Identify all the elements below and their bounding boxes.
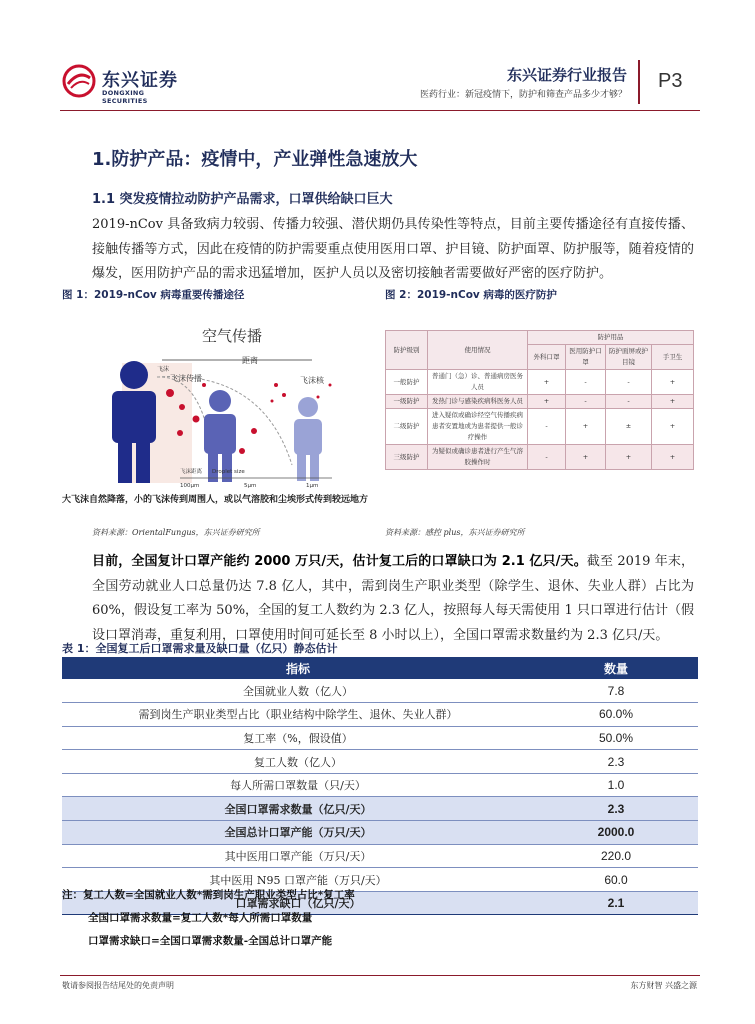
value-cell: 1.0 [534, 773, 698, 797]
level-cell: 二级防护 [386, 409, 428, 445]
metric-cell: 全国总计口罩产能（万只/天） [62, 821, 534, 845]
usage-cell: 进入疑似或确诊经空气传播疾病患者安置地或为患者提供一般诊疗操作 [428, 409, 528, 445]
report-title: 东兴证券行业报告 [506, 66, 627, 84]
capacity-paragraph [92, 550, 694, 648]
footer-slogan: 东方财智 兴盛之源 [630, 981, 697, 990]
table-row-highlight [62, 797, 698, 821]
figure1-caption: 图 1：2019-nCov 病毒重要传播途径 [62, 289, 245, 301]
subsection-heading: 1.1 突发疫情拉动防护产品需求，口罩供给缺口巨大 [92, 192, 393, 207]
table-row [386, 409, 694, 445]
value-cell: 2000.0 [534, 821, 698, 845]
table-row [62, 703, 698, 727]
table-row [62, 750, 698, 774]
sub-col: 防护面屏或护目镜 [606, 345, 652, 370]
note-line: 口罩需求缺口=全国口罩需求数量-全国总计口罩产能 [88, 935, 333, 947]
col-group: 防护用品 [528, 331, 694, 345]
metric-cell: 复工率（%，假设值） [62, 726, 534, 750]
mark-cell: + [566, 409, 606, 445]
table-row [62, 726, 698, 750]
figure2-caption: 图 2：2019-nCov 病毒的医疗防护 [385, 289, 557, 301]
value-cell: 60.0 [534, 868, 698, 892]
header-rule [60, 110, 700, 111]
protection-table [385, 330, 694, 470]
transmission-diagram [62, 315, 372, 495]
mark-cell: + [606, 445, 652, 470]
person-far [294, 397, 322, 481]
table-row [62, 844, 698, 868]
nuclei-label: 飞沫核 [300, 376, 324, 385]
sub-col: 外科口罩 [528, 345, 566, 370]
value-cell: 2.3 [534, 797, 698, 821]
table-row-highlight [62, 821, 698, 845]
level-cell: 一级防护 [386, 395, 428, 409]
value-cell: 220.0 [534, 844, 698, 868]
company-logo [62, 64, 192, 104]
capacity-text: 截至 2019 年末，全国劳动就业人口总量仍达 7.8 亿人，其中，需到岗生产职业类型（除学生、退休、失业人群）占比为 60%，假设复工率为 50%，全国的复工人数约为 2.3 亿人，按照每人每天需使用 1 只口罩进行估计（假设口罩消毒，重复利用，口罩使用时间可延长至 8 小时以上），全国口罩需求数量约为 2.3 亿只/天。 [92, 554, 694, 643]
mark-cell: - [528, 409, 566, 445]
figure1-illustration [62, 315, 372, 515]
mark-cell: - [606, 370, 652, 395]
capacity-highlight: 目前，全国复计口罩产能约 2000 万只/天，估计复工后的口罩缺口为 2.1 亿只/天。 [92, 554, 587, 569]
mark-cell: + [652, 395, 694, 409]
mark-cell: + [528, 395, 566, 409]
footer-rule [60, 975, 700, 976]
size-tick-3: 1μm [306, 483, 319, 489]
metric-cell: 需到岗生产职业类型占比（职业结构中除学生、退休、失业人群） [62, 703, 534, 727]
size-label: Droplet size [212, 469, 245, 475]
metric-cell: 每人所需口罩数量（只/天） [62, 773, 534, 797]
metric-cell: 口罩需求缺口（亿只/天） [62, 891, 534, 915]
range-label: 飞沫距离 [180, 469, 203, 475]
size-tick-1: 100μm [180, 483, 200, 489]
metric-cell: 全国口罩需求数量（亿只/天） [62, 797, 534, 821]
mask-demand-table [62, 657, 698, 915]
table-row [386, 445, 694, 470]
usage-cell: 普通门（急）诊、普通病房医务人员 [428, 370, 528, 395]
page-header [0, 0, 755, 120]
metric-cell: 其中医用口罩产能（万只/天） [62, 844, 534, 868]
col-usage: 使用情况 [428, 331, 528, 370]
col-value: 数量 [534, 657, 698, 679]
sub-col: 医用防护口罩 [566, 345, 606, 370]
mark-cell: - [566, 395, 606, 409]
logo-text-cn: 东兴证券 [102, 70, 178, 91]
mark-cell: - [606, 395, 652, 409]
size-tick-2: 5μm [244, 483, 257, 489]
table-row [386, 395, 694, 409]
mark-cell: + [652, 445, 694, 470]
mark-cell: + [652, 409, 694, 445]
fig1-title: 空气传播 [201, 327, 263, 345]
mark-cell: + [652, 370, 694, 395]
value-cell: 7.8 [534, 679, 698, 703]
metric-cell: 复工人数（亿人） [62, 750, 534, 774]
figure2-protection-table [385, 330, 693, 498]
value-cell: 2.3 [534, 750, 698, 774]
value-cell: 2.1 [534, 891, 698, 915]
value-cell: 50.0% [534, 726, 698, 750]
intro-paragraph: 2019-nCov 具备致病力较弱、传播力较强、潜伏期仍具传染性等特点，目前主要传播途径有直接传播、接触传播等方式，因此在疫情的防护需要重点使用医用口罩、护目镜、防护面罩、防护服等，随着疫情的爆发，医用防护产品的需求迅猛增加，医护人员以及密切接触者需要做好严密的医疗防护。 [92, 217, 694, 281]
table-row [62, 679, 698, 703]
table-notes [62, 884, 355, 953]
logo-text-en: DONGXING SECURITIES [102, 89, 148, 105]
value-cell: 60.0% [534, 703, 698, 727]
distance-label: 距离 [242, 356, 258, 365]
page-number: P3 [658, 70, 683, 92]
col-level: 防护级别 [386, 331, 428, 370]
table1-caption: 表 1：全国复工后口罩需求量及缺口量（亿只）静态估计 [62, 642, 338, 655]
level-cell: 三级防护 [386, 445, 428, 470]
usage-cell: 为疑似或确诊患者进行产生气溶胶操作时 [428, 445, 528, 470]
footer-disclaimer: 敬请参阅报告结尾处的免责声明 [62, 981, 174, 990]
header-divider [638, 60, 640, 104]
metric-cell: 其中医用 N95 口罩产能（万只/天） [62, 868, 534, 892]
mark-cell: - [528, 445, 566, 470]
note-line: 注：复工人数=全国就业人数*需到岗生产职业类型占比*复工率 [62, 889, 355, 901]
spray-label: 飞沫 [157, 366, 170, 373]
mark-cell: ± [606, 409, 652, 445]
level-cell: 一般防护 [386, 370, 428, 395]
figure1-source: 资料来源：OrientalFungus，东兴证券研究所 [92, 528, 260, 537]
col-metric: 指标 [62, 657, 534, 679]
table-row [62, 773, 698, 797]
figure1-bottom-text: 大飞沫自然降落，小的飞沫传到周围人，或以气溶胶和尘埃形式传到较远地方 [62, 495, 369, 505]
mark-cell: - [566, 370, 606, 395]
section-heading: 1.防护产品：疫情中，产业弹性急速放大 [92, 149, 418, 170]
report-subtitle: 医药行业：新冠疫情下，防护和筛查产品多少才够？ [419, 90, 627, 100]
sub-col: 手卫生 [652, 345, 694, 370]
mark-cell: + [528, 370, 566, 395]
figure2-source: 资料来源：感控 plus，东兴证券研究所 [385, 528, 525, 537]
note-line: 全国口罩需求数量=复工人数*每人所需口罩数量 [88, 912, 313, 924]
table-row [386, 370, 694, 395]
mark-cell: + [566, 445, 606, 470]
metric-cell: 全国就业人数（亿人） [62, 679, 534, 703]
logo-mark-icon [62, 64, 96, 98]
droplet-label: 飞沫传播 [170, 374, 202, 383]
usage-cell: 发热门诊与感染疾病科医务人员 [428, 395, 528, 409]
